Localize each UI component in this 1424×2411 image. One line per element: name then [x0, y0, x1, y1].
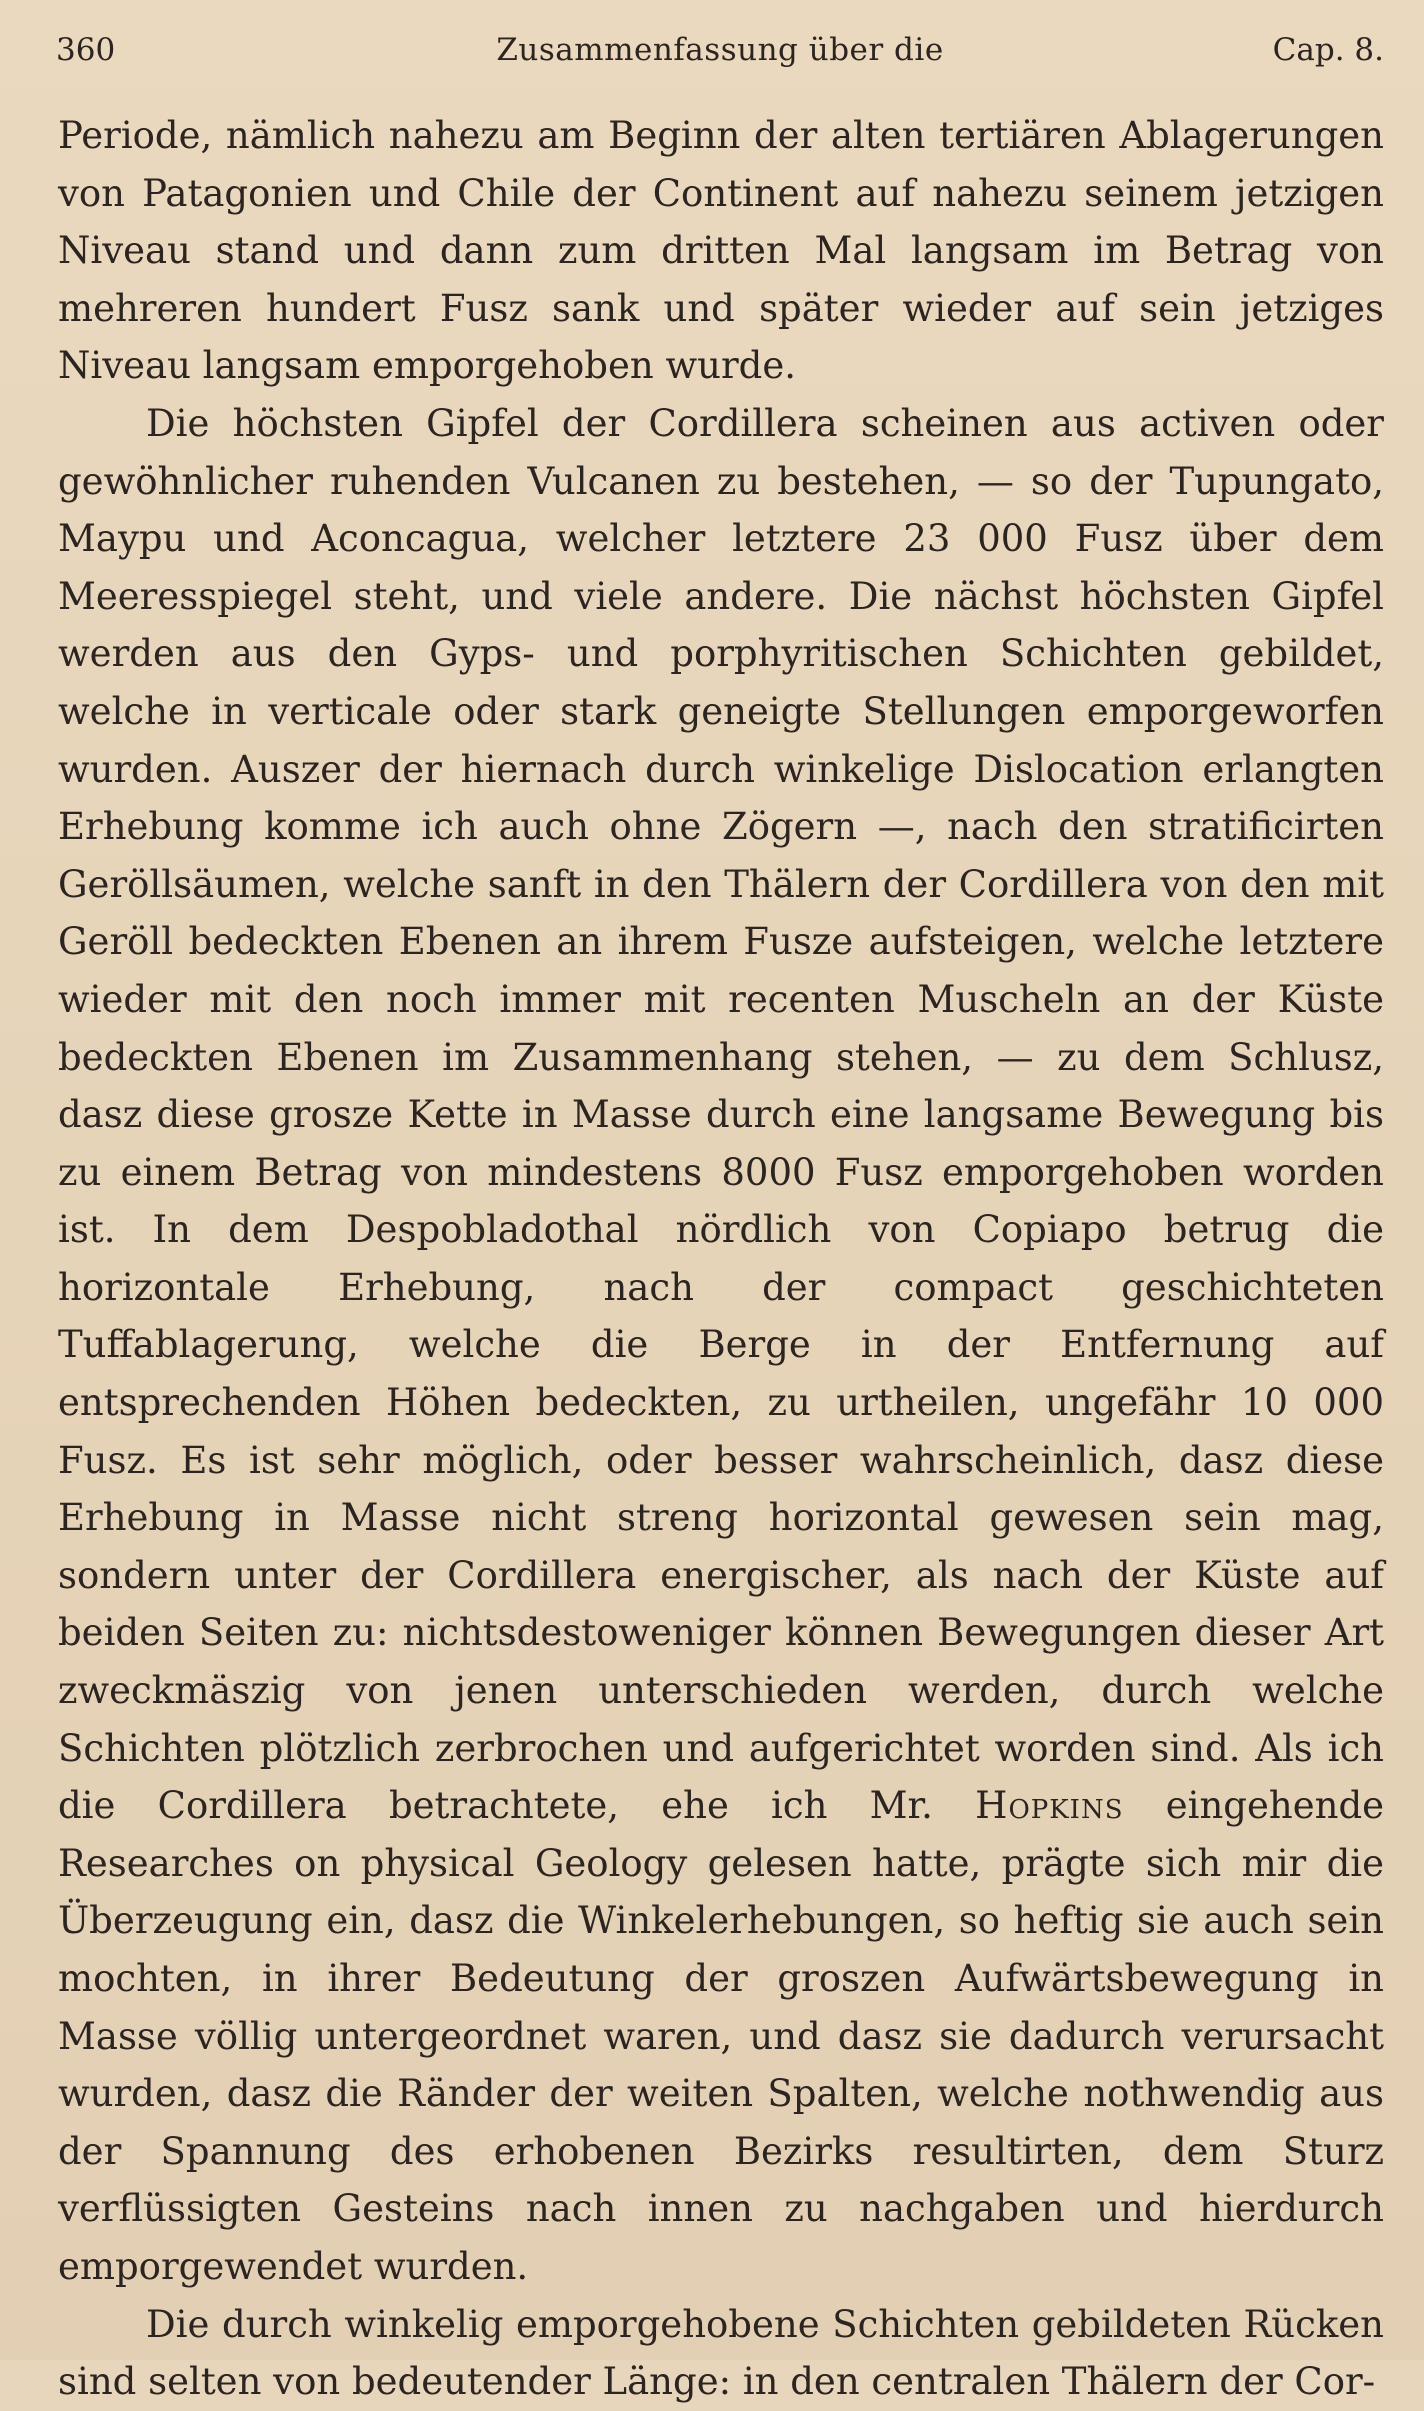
chapter-label: Cap. 8. — [1272, 32, 1384, 68]
paragraph-2 — [58, 395, 1384, 2296]
page-header — [56, 22, 1384, 78]
body-text — [58, 107, 1384, 2411]
author-name-hopkins: Hopkins — [975, 1784, 1124, 1828]
paragraph-3: Die durch winkelig emporgehobene Schichten gebildeten Rücken sind selten von bedeutender Länge: in den centralen Thälern der Cor- — [58, 2302, 1384, 2404]
page-number: 360 — [56, 32, 116, 68]
paragraph-2-text-continued: eingehende Researches on physical Geology gelesen hatte, prägte sich mir die Überzeugung ein, dasz die Winkelerhebungen, so heftig sie auch sein mochten, in ihrer Bedeutung der groszen Aufwärtsbewegung in Masse völlig untergeordnet waren, und dasz sie dadurch verursacht wurden, dasz die Ränder der weiten Spalten, welche nothwendig aus der Spannung des erhobenen Bezirks resultirten, dem Sturz verflüssigten Gesteins nach innen zu nachgaben und hierdurch emporgewendet wurden. — [58, 1784, 1385, 2288]
paragraph-1: Periode, nämlich nahezu am Beginn der alten tertiären Ablagerungen von Patagonien und Chile der Continent auf nahezu seinem jetzigen Niveau stand und dann zum dritten Mal langsam im Betrag von mehreren hundert Fusz sank und später wieder auf sein jetziges Niveau langsam emporgehoben wurde. — [58, 114, 1384, 388]
running-head: Zusammenfassung über die — [496, 32, 944, 68]
paragraph-2-text: Die höchsten Gipfel der Cordillera scheinen aus activen oder gewöhnlicher ruhenden Vulcanen zu bestehen, — so der Tupungato, Maypu und Aconcagua, welcher letztere 23 000 Fusz über dem Meeresspiegel steht, und viele andere. Die nächst höchsten Gipfel werden aus den Gyps- und porphyritischen Schichten gebildet, welche in verticale oder stark geneigte Stellungen emporgeworfen wurden. Auszer der hiernach durch winkelige Dislocation erlangten Erhebung komme ich auch ohne Zögern —, nach den stratificirten Geröllsäumen, welche sanft in den Thälern der Cordillera von den mit Geröll bedeckten Ebenen an ihrem Fusze aufsteigen, welche letztere wieder mit den noch immer mit recenten Muscheln an der Küste bedeckten Ebenen im Zusammenhang stehen, — zu dem Schlusz, dasz diese grosze Kette in Masse durch eine langsame Bewegung bis zu einem Betrag von mindestens 8000 Fusz emporgehoben worden ist. In dem Despobladothal nördlich von Copiapo betrug die horizontale Erhebung, nach der compact geschichteten Tuffablagerung, welche die Berge in der Entfernung auf entsprechenden Höhen bedeckten, zu urtheilen, ungefähr 10 000 Fusz. Es ist sehr möglich, oder besser wahrscheinlich, dasz diese Erhebung in Masse nicht streng horizontal gewesen sein mag, sondern unter der Cordillera energischer, als nach der Küste auf beiden Seiten zu: nichtsdestoweniger können Bewegungen dieser Art zweckmäszig von jenen unterschieden werden, durch welche Schichten plötzlich zerbrochen und aufgerichtet worden sind. Als ich die Cordillera betrachtete, ehe ich Mr. — [58, 401, 1384, 1828]
